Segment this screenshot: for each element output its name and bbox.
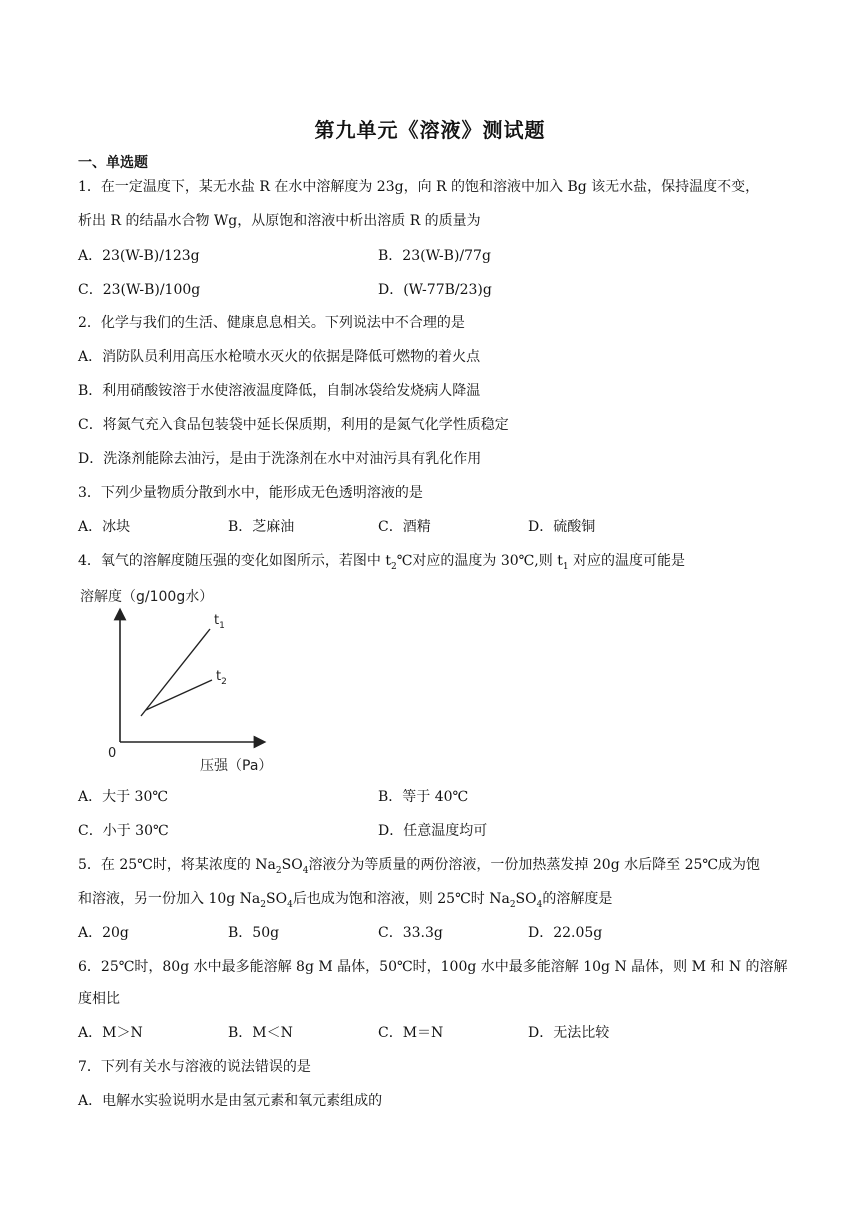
q3-stem: 3．下列少量物质分散到水中，能形成无色透明溶液的是 [78, 485, 423, 501]
q3-option-d: D．硫酸铜 [528, 519, 596, 535]
q2-option-b: B．利用硝酸铵溶于水使溶液温度降低，自制冰袋给发烧病人降温 [78, 383, 481, 399]
q5-option-d: D．22.05g [528, 925, 603, 941]
q2-stem: 2．化学与我们的生活、健康息息相关。下列说法中不合理的是 [78, 315, 465, 331]
q7-stem: 7．下列有关水与溶液的说法错误的是 [78, 1059, 311, 1075]
q5-option-b: B．50g [228, 925, 280, 941]
graph-label-t2: $t_2$ [216, 669, 227, 687]
q6-option-b: B．M＜N [228, 1025, 293, 1041]
q1-option-b: B．23(W-B)/77g [378, 248, 491, 264]
q1-stem-line2: 析出 R 的结晶水合物 Wg，从原饱和溶液中析出溶质 R 的质量为 [78, 213, 481, 229]
q7-option-a: A．电解水实验说明水是由氢元素和氧元素组成的 [78, 1093, 383, 1109]
q4-option-b: B．等于 40℃ [378, 789, 469, 805]
graph-origin: 0 [108, 746, 117, 761]
q5-option-c: C．33.3g [378, 925, 443, 941]
section-heading: 一、单选题 [78, 155, 148, 171]
q6-stem-line1: 6．25℃时，80g 水中最多能溶解 8g M 晶体，50℃时，100g 水中最多能溶解 10g N 晶体，则 M 和 N 的溶解 [78, 959, 788, 975]
q2-option-d: D．洗涤剂能除去油污，是由于洗涤剂在水中对油污具有乳化作用 [78, 451, 482, 467]
q1-option-d: D．(W-77B/23)g [378, 282, 492, 298]
q4-stem: 4．氧气的溶解度随压强的变化如图所示，若图中 $t_2℃$对应的温度为 30℃,则 $t_1$ 对应的温度可能是 [78, 553, 686, 572]
q5-option-a: A．20g [78, 925, 129, 941]
q1-stem-line1: 1．在一定温度下，某无水盐 R 在水中溶解度为 23g，向 R 的饱和溶液中加入 Bg 该无水盐，保持温度不变， [78, 179, 760, 195]
graph-label-t1: $t_1$ [214, 613, 225, 631]
q4-option-c: C．小于 30℃ [78, 823, 169, 839]
page-title: 第九单元《溶液》测试题 [314, 118, 546, 142]
graph-line-t2 [146, 680, 212, 710]
graph-line-t1 [141, 629, 210, 716]
q5-stem-line1: 5．在 25℃时，将某浓度的 $Na_2SO_4$溶液分为等质量的两份溶液，一份加热蒸发掉 20g 水后降至 25℃成为饱 [78, 857, 761, 876]
q3-option-a: A．冰块 [78, 519, 131, 535]
q1-option-c: C．23(W-B)/100g [78, 282, 201, 298]
q6-stem-line2: 度相比 [78, 991, 120, 1007]
q2-option-a: A．消防队员利用高压水枪喷水灭火的依据是降低可燃物的着火点 [78, 349, 481, 365]
q5-stem-line2: 和溶液，另一份加入 10g $Na_2SO_4$后也成为饱和溶液，则 25℃时 $Na_2SO_4$的溶解度是 [78, 891, 613, 910]
q3-option-b: B．芝麻油 [228, 519, 295, 535]
q4-option-a: A．大于 30℃ [78, 789, 169, 805]
q3-option-c: C．酒精 [378, 519, 431, 535]
q6-option-d: D．无法比较 [528, 1025, 610, 1041]
q4-option-d: D．任意温度均可 [378, 823, 488, 839]
solubility-pressure-graph [78, 584, 288, 776]
q6-option-c: C．M＝N [378, 1025, 444, 1041]
q2-option-c: C．将氮气充入食品包装袋中延长保质期，利用的是氮气化学性质稳定 [78, 417, 509, 433]
graph-y-label: 溶解度（g/100g水） [80, 589, 214, 605]
graph-x-label: 压强（Pa） [200, 758, 273, 774]
q6-option-a: A．M＞N [78, 1025, 143, 1041]
q1-option-a: A．23(W-B)/123g [78, 248, 200, 264]
